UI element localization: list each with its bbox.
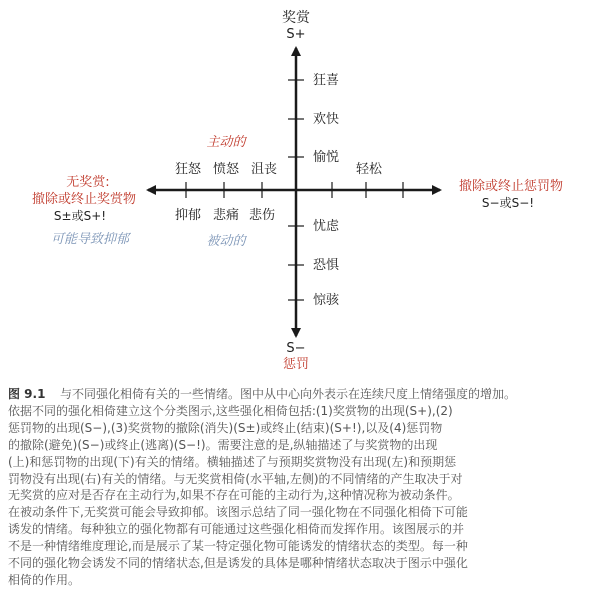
emotion-label: 悲伤 — [248, 208, 276, 223]
caption-line: 不是一种情绪维度理论,而是展示了某一特定强化物可能诱发的情绪状态的类型。每一种 — [8, 539, 468, 554]
bottom-label: S− — [286, 341, 306, 356]
emotion-label: 抑郁 — [174, 208, 202, 223]
caption-label: 图 9.1 — [8, 387, 46, 401]
active-label: 主动的 — [206, 135, 246, 150]
left-label: S±或S+! — [53, 209, 107, 223]
caption-line: 与不同强化相倚有关的一些情绪。图中从中心向外表示在连续尺度上情绪强度的增加。 — [60, 387, 517, 401]
left-italic: 可能导致抑郁 — [50, 232, 130, 247]
emotion-label: 狂怒 — [174, 162, 202, 177]
emotion-label: 惊骇 — [313, 293, 340, 308]
caption-body — [8, 386, 592, 589]
emotion-label: 愤怒 — [212, 162, 240, 177]
caption-line: 的撤除(避免)(S−)或终止(逃离)(S−!)。需要注意的是,纵轴描述了与奖赏物的出现 — [8, 437, 438, 452]
top-label: 奖赏 — [282, 10, 310, 26]
emotion-label: 沮丧 — [250, 162, 278, 177]
emotion-label: 狂喜 — [313, 73, 340, 88]
emotion-label: 欢快 — [313, 112, 340, 127]
emotion-label: 愉悦 — [313, 150, 340, 165]
caption-line: 诱发的情绪。每种独立的强化物都有可能通过这些强化相倚而发挥作用。该图展示的并 — [8, 522, 465, 537]
right-sub: S−或S−! — [481, 196, 535, 210]
caption-line: 罚物没有出现(右)有关的情绪。与无奖赏相倚(水平轴,左侧)的不同情绪的产生取决于对 — [8, 471, 463, 486]
passive-label: 被动的 — [206, 234, 246, 249]
emotion-label: 悲痛 — [212, 208, 240, 223]
left-label: 撤除或终止奖赏物 — [31, 192, 137, 207]
right-label: 撤除或终止惩罚物 — [458, 179, 564, 194]
caption-line: 不同的强化物会诱发不同的情绪状态,但是诱发的具体是哪种情绪状态取决于图示中强化 — [8, 556, 468, 571]
emotion-label: 恐惧 — [313, 258, 340, 273]
emotion-label: 忧虑 — [313, 219, 340, 234]
caption-line: (上)和惩罚物的出现(下)有关的情绪。横轴描述了与预期奖赏物没有出现(左)和预期惩 — [8, 454, 457, 469]
caption-line: 惩罚物的出现(S−),(3)奖赏物的撤除(消失)(S±)或终止(结束)(S+!),以及(4)惩罚物 — [8, 420, 443, 435]
figure-caption — [8, 386, 592, 589]
caption-line: 无奖赏的应对是否存在主动行为,如果不存在可能的主动行为,这种情况称为被动条件。 — [8, 488, 460, 503]
emotion-label: 轻松 — [355, 162, 383, 177]
caption-line: 相倚的作用。 — [8, 572, 81, 587]
left-label: 无奖赏: — [66, 175, 110, 190]
bottom-sub: 惩罚 — [282, 357, 310, 372]
caption-line: 依据不同的强化相倚建立这个分类图示,这些强化相倚包括:(1)奖赏物的出现(S+),(2) — [8, 403, 453, 418]
caption-line: 在被动条件下,无奖赏可能会导致抑郁。该图示总结了同一强化物在不同强化相倚下可能 — [8, 505, 468, 520]
top-sub: S+ — [286, 27, 306, 42]
